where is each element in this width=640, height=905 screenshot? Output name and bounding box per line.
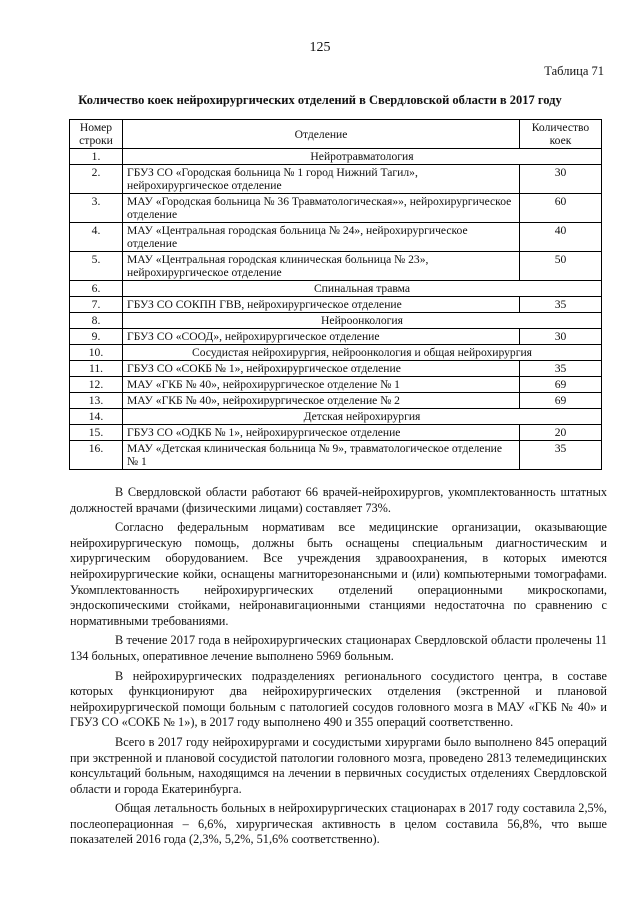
header-row-number: Номер строки <box>70 120 123 149</box>
page-number: 125 <box>309 40 331 55</box>
row-number: 10. <box>70 345 123 361</box>
row-number: 5. <box>70 252 123 281</box>
department-name: ГБУЗ СО СОКПН ГВВ, нейрохирургическое отделение <box>123 297 520 313</box>
table-row <box>70 377 602 393</box>
table-row <box>70 194 602 223</box>
bed-count: 35 <box>520 361 602 377</box>
row-number: 13. <box>70 393 123 409</box>
bed-count: 30 <box>520 329 602 345</box>
beds-table <box>69 119 602 470</box>
body-text <box>70 485 607 852</box>
department-name: ГБУЗ СО «СООД», нейрохирургическое отделение <box>123 329 520 345</box>
table-title: Количество коек нейрохирургических отделений в Свердловской области в 2017 году <box>78 93 562 107</box>
bed-count: 69 <box>520 393 602 409</box>
row-number: 3. <box>70 194 123 223</box>
table-row <box>70 252 602 281</box>
bed-count: 35 <box>520 297 602 313</box>
section-title: Сосудистая нейрохирургия, нейроонкология и общая нейрохирургия <box>123 345 602 361</box>
department-name: МАУ «ГКБ № 40», нейрохирургическое отделение № 2 <box>123 393 520 409</box>
department-name: МАУ «ГКБ № 40», нейрохирургическое отделение № 1 <box>123 377 520 393</box>
row-number: 15. <box>70 425 123 441</box>
row-number: 9. <box>70 329 123 345</box>
table-row <box>70 425 602 441</box>
row-number: 14. <box>70 409 123 425</box>
header-department: Отделение <box>123 120 520 149</box>
paragraph: Общая летальность больных в нейрохирургических стационарах в 2017 году составила 2,5%, послеоперационная – 6,6%, хирургическая активность в целом составила 56,8%, что выше показателей 2016 года (2,3%, 5,2%, 51,6% соответственно). <box>70 801 607 847</box>
department-name: МАУ «Детская клиническая больница № 9», травматологическое отделение № 1 <box>123 441 520 470</box>
row-number: 6. <box>70 281 123 297</box>
table-section-row <box>70 281 602 297</box>
section-title: Нейротравматология <box>123 149 602 165</box>
row-number: 8. <box>70 313 123 329</box>
table-row <box>70 393 602 409</box>
table-section-row <box>70 409 602 425</box>
paragraph: В течение 2017 года в нейрохирургических стационарах Свердловской области пролечены 11 134 больных, оперативное лечение выполнено 5969 больным. <box>70 633 607 663</box>
table-section-row <box>70 345 602 361</box>
paragraph: Согласно федеральным нормативам все медицинские организации, оказывающие нейрохирургическую помощь, должны быть оснащены специальным диагностическим и хирургическим оборудованием. Все учреждения здравоохранения, в которых имеются нейрохирургические койки, оснащены магниторезонансными и (или) компьютерными томографами. Укомплектованность нейрохирургических отделений операционными микроскопами, эндоскопическими стойками, нейронавигационными станциями недостаточна по сравнению с нормативными требованиями. <box>70 520 607 628</box>
bed-count: 35 <box>520 441 602 470</box>
table-row <box>70 329 602 345</box>
table-section-row <box>70 149 602 165</box>
row-number: 11. <box>70 361 123 377</box>
row-number: 2. <box>70 165 123 194</box>
table-row <box>70 297 602 313</box>
department-name: МАУ «Городская больница № 36 Травматологическая»», нейрохирургическое отделение <box>123 194 520 223</box>
section-title: Спинальная травма <box>123 281 602 297</box>
table-label: Таблица 71 <box>544 64 604 78</box>
paragraph: В нейрохирургических подразделениях регионального сосудистого центра, в составе которых функционируют два нейрохирургических отделения (экстренной и плановой нейрохирургической помощи больным с патологией сосудов головного мозга в МАУ «ГКБ № 40» и ГБУЗ СО «СОКБ № 1»), в 2017 году выполнено 490 и 355 операций соответственно. <box>70 668 607 730</box>
bed-count: 69 <box>520 377 602 393</box>
header-bed-count: Количество коек <box>520 120 602 149</box>
paragraph: В Свердловской области работают 66 врачей-нейрохирургов, укомплектованность штатных должностей врачами (физическими лицами) составляет 73%. <box>70 485 607 515</box>
table-section-row <box>70 313 602 329</box>
table-row <box>70 165 602 194</box>
table-row <box>70 361 602 377</box>
row-number: 7. <box>70 297 123 313</box>
department-name: ГБУЗ СО «Городская больница № 1 город Нижний Тагил», нейрохирургическое отделение <box>123 165 520 194</box>
bed-count: 20 <box>520 425 602 441</box>
row-number: 12. <box>70 377 123 393</box>
department-name: МАУ «Центральная городская больница № 24», нейрохирургическое отделение <box>123 223 520 252</box>
table-row <box>70 441 602 470</box>
paragraph: Всего в 2017 году нейрохирургами и сосудистыми хирургами было выполнено 845 операций при экстренной и плановой сосудистой патологии головного мозга, проведено 2813 телемедицинских консультаций больным, находящимся на лечении в первичных сосудистых отделениях Свердловской области и города Екатеринбурга. <box>70 734 607 796</box>
department-name: ГБУЗ СО «СОКБ № 1», нейрохирургическое отделение <box>123 361 520 377</box>
row-number: 4. <box>70 223 123 252</box>
bed-count: 40 <box>520 223 602 252</box>
row-number: 1. <box>70 149 123 165</box>
section-title: Нейроонкология <box>123 313 602 329</box>
department-name: ГБУЗ СО «ОДКБ № 1», нейрохирургическое отделение <box>123 425 520 441</box>
table-header-row <box>70 120 602 149</box>
table-row <box>70 223 602 252</box>
bed-count: 60 <box>520 194 602 223</box>
row-number: 16. <box>70 441 123 470</box>
section-title: Детская нейрохирургия <box>123 409 602 425</box>
department-name: МАУ «Центральная городская клиническая больница № 23», нейрохирургическое отделение <box>123 252 520 281</box>
bed-count: 50 <box>520 252 602 281</box>
bed-count: 30 <box>520 165 602 194</box>
